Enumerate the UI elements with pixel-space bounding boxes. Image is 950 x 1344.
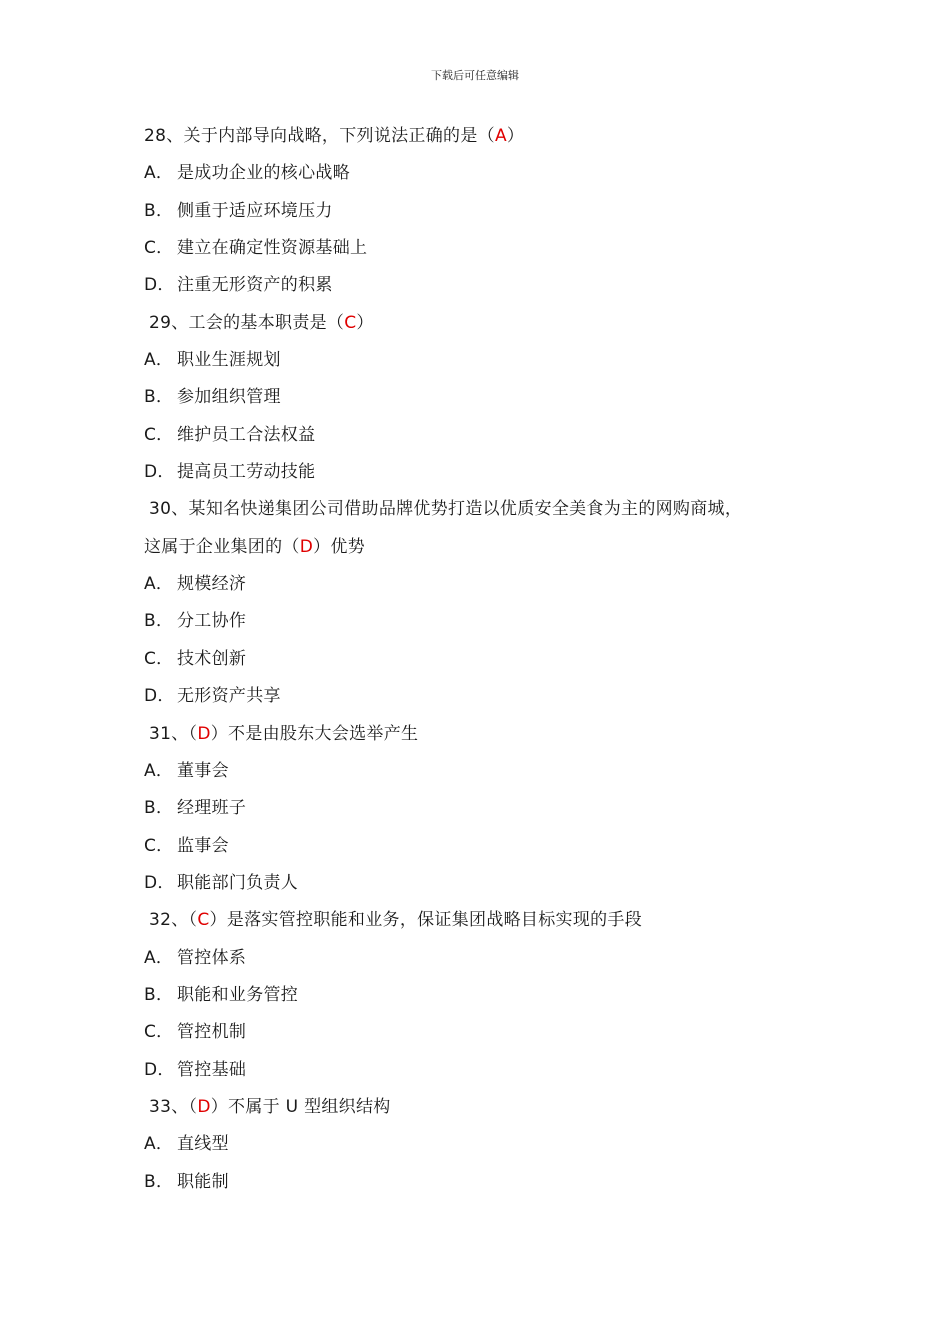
option-letter: B． xyxy=(144,200,174,221)
option-letter: D． xyxy=(144,872,175,893)
question-stem: 、（ xyxy=(171,910,198,931)
option-a xyxy=(144,1126,844,1163)
option-letter: A． xyxy=(144,350,174,371)
option-c xyxy=(144,230,844,267)
option-a xyxy=(144,940,844,977)
question-29 xyxy=(144,305,844,342)
option-a xyxy=(144,753,844,790)
option-letter: A． xyxy=(144,947,174,968)
question-number: 32 xyxy=(149,910,172,931)
option-letter: A． xyxy=(144,1134,174,1155)
option-text: 管控体系 xyxy=(177,947,247,968)
option-d xyxy=(144,454,844,491)
answer-letter: D xyxy=(197,1096,211,1117)
option-d xyxy=(144,1052,844,1089)
option-b xyxy=(144,790,844,827)
answer-letter: D xyxy=(197,723,211,744)
option-text: 职能制 xyxy=(177,1171,229,1192)
option-letter: A． xyxy=(144,574,174,595)
answer-letter: D xyxy=(299,536,314,557)
question-number: 30 xyxy=(149,499,172,520)
option-text: 技术创新 xyxy=(177,648,247,669)
option-letter: B． xyxy=(144,1171,174,1192)
option-letter: A． xyxy=(144,760,174,781)
option-c xyxy=(144,641,844,678)
option-b xyxy=(144,603,844,640)
option-text: 管控机制 xyxy=(177,1022,247,1043)
option-letter: C． xyxy=(144,835,174,856)
question-28 xyxy=(144,118,844,155)
option-b xyxy=(144,379,844,416)
answer-letter: A xyxy=(494,126,507,146)
option-letter: B． xyxy=(144,984,174,1005)
option-letter: D． xyxy=(144,275,175,296)
option-b xyxy=(144,1164,844,1201)
option-d xyxy=(144,865,844,902)
question-stem: 、（ xyxy=(171,723,198,744)
option-text: 监事会 xyxy=(177,835,229,856)
option-text: 注重无形资产的积累 xyxy=(177,275,333,296)
option-d xyxy=(144,267,844,304)
option-letter: C． xyxy=(144,1022,174,1043)
answer-letter: C xyxy=(344,312,357,333)
option-text: 建立在确定性资源基础上 xyxy=(177,238,368,259)
option-text: 直线型 xyxy=(177,1134,229,1155)
option-text: 经理班子 xyxy=(177,798,247,819)
option-text: 职业生涯规划 xyxy=(177,350,281,371)
page-header: 下载后可任意编辑 xyxy=(431,69,519,82)
question-number: 29 xyxy=(149,312,172,333)
question-stem-end: ） xyxy=(356,312,374,333)
question-stem: 、某知名快递集团公司借助品牌优势打造以优质安全美食为主的网购商城， xyxy=(171,499,743,520)
option-d xyxy=(144,678,844,715)
option-text: 提高员工劳动技能 xyxy=(177,462,316,483)
question-number: 33 xyxy=(149,1096,172,1117)
question-stem: 这属于企业集团的（ xyxy=(144,536,300,557)
question-list xyxy=(144,118,844,1201)
option-c xyxy=(144,828,844,865)
option-a xyxy=(144,566,844,603)
option-letter: B． xyxy=(144,798,174,819)
question-number: 31 xyxy=(149,723,172,744)
option-text: 是成功企业的核心战略 xyxy=(177,163,350,184)
option-b xyxy=(144,193,844,230)
question-30-continued xyxy=(144,529,844,566)
option-c xyxy=(144,1014,844,1051)
question-32 xyxy=(144,902,844,939)
option-letter: D． xyxy=(144,462,175,483)
option-text: 分工协作 xyxy=(177,611,247,632)
question-stem: 、关于内部导向战略，下列说法正确的是（ xyxy=(166,126,495,146)
option-letter: C． xyxy=(144,424,174,445)
option-letter: D． xyxy=(144,1059,175,1080)
option-text: 管控基础 xyxy=(177,1059,247,1080)
option-text: 职能和业务管控 xyxy=(177,984,299,1005)
question-33 xyxy=(144,1089,844,1126)
question-stem-end: ）是落实管控职能和业务，保证集团战略目标实现的手段 xyxy=(209,910,643,931)
question-stem: 、工会的基本职责是（ xyxy=(171,312,345,333)
question-30 xyxy=(144,491,844,528)
option-b xyxy=(144,977,844,1014)
option-letter: B． xyxy=(144,387,174,408)
answer-letter: C xyxy=(197,910,210,931)
option-c xyxy=(144,417,844,454)
option-a xyxy=(144,342,844,379)
option-text: 董事会 xyxy=(177,760,229,781)
option-letter: D． xyxy=(144,686,175,707)
option-text: 参加组织管理 xyxy=(177,387,281,408)
question-stem-end: ）不属于 U 型组织结构 xyxy=(210,1096,391,1117)
option-text: 规模经济 xyxy=(177,574,247,595)
option-text: 维护员工合法权益 xyxy=(177,424,316,445)
question-stem: 、（ xyxy=(171,1096,198,1117)
option-letter: B． xyxy=(144,611,174,632)
option-text: 职能部门负责人 xyxy=(177,872,299,893)
option-text: 侧重于适应环境压力 xyxy=(177,200,333,221)
question-stem-end: ）不是由股东大会选举产生 xyxy=(210,723,419,744)
question-stem-end: ）优势 xyxy=(313,536,365,557)
option-text: 无形资产共享 xyxy=(177,686,281,707)
question-stem-end: ） xyxy=(506,126,525,146)
option-a xyxy=(144,155,844,192)
option-letter: C． xyxy=(144,648,174,669)
question-31 xyxy=(144,716,844,753)
question-number: 28 xyxy=(144,126,167,146)
option-letter: C． xyxy=(144,238,174,259)
option-letter: A． xyxy=(144,163,174,184)
